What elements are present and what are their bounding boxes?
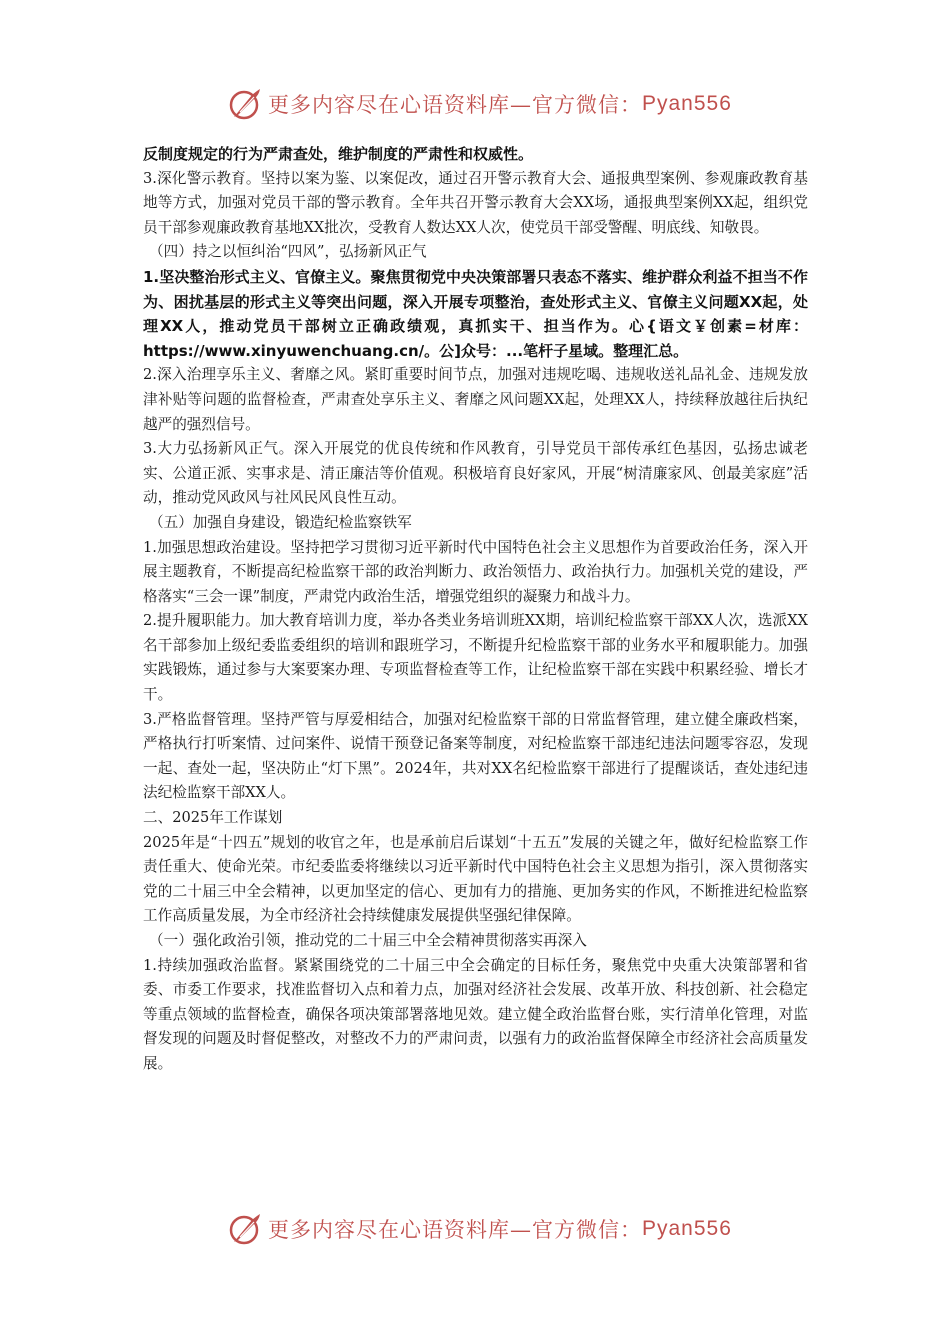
document-body — [143, 142, 808, 1077]
section-heading: （四）持之以恒纠治“四风”，弘扬新风正气 — [149, 243, 427, 261]
quill-circle-logo-icon — [228, 87, 262, 121]
paragraph: 1.加强思想政治建设。坚持把学习贯彻习近平新时代中国特色社会主义思想作为首要政治任务，深入开展主题教育，不断提高纪检监察干部的政治判断力、政治领悟力、政治执行力。加强机关党的建设，严格落实“三会一课”制度，严肃党内政治生活，增强党组织的凝聚力和战斗力。 — [143, 538, 808, 605]
paragraph: 2025年是“十四五”规划的收官之年，也是承前启后谋划“十五五”发展的关键之年，做好纪检监察工作责任重大、使命光荣。市纪委监委将继续以习近平新时代中国特色社会主义思想为指引，深入贯彻落实党的二十届三中全会精神，以更加坚定的信心、更加有力的措施、更加务实的作风，不断推进纪检监察工作高质量发展，为全市经济社会持续健康发展提供坚强纪律保障。 — [143, 833, 808, 925]
paragraph: 1.坚决整治形式主义、官僚主义。聚焦贯彻党中央决策部署只表态不落实、维护群众利益不担当不作为、困扰基层的形式主义等突出问题，深入开展专项整治，查处形式主义、官僚主义问题XX起，处理XX人，推动党员干部树立正确政绩观，真抓实干、担当作为。心{语文￥创素=材库：https://www.xinyuwenchuang.cn/。公]众号：...笔杆子星域。整理汇总。 — [143, 267, 808, 360]
section-heading: （一）强化政治引领，推动党的二十届三中全会精神贯彻落实再深入 — [149, 932, 587, 949]
paragraph: 2.深入治理享乐主义、奢靡之风。紧盯重要时间节点，加强对违规吃喝、违规收送礼品礼金、违规发放津补贴等问题的监督检查，严肃查处享乐主义、奢靡之风问题XX起，处理XX人，持续释放越往后执纪越严的强烈信号。 — [143, 366, 808, 433]
banner-wechat-id: Pyan556 — [642, 92, 732, 115]
banner-wechat-id: Pyan556 — [642, 1217, 732, 1240]
paragraph: 反制度规定的行为严肃查处，维护制度的严肃性和权威性。 — [143, 145, 534, 163]
chapter-heading: 二、2025年工作谋划 — [143, 809, 283, 827]
quill-circle-logo-icon — [228, 1212, 262, 1246]
paragraph: 2.提升履职能力。加大教育培训力度，举办各类业务培训班XX期，培训纪检监察干部XX人次，选派XX名干部参加上级纪委监委组织的培训和跟班学习，不断提升纪检监察干部的业务水平和履职能力。加强实践锻炼，通过参与大案要案办理、专项监督检查等工作，让纪检监察干部在实践中积累经验、增长才干。 — [143, 612, 808, 704]
section-heading: （五）加强自身建设，锻造纪检监察铁军 — [149, 513, 412, 531]
header-banner — [228, 86, 748, 122]
footer-banner — [228, 1211, 748, 1247]
paragraph: 1.持续加强政治监督。紧紧围绕党的二十届三中全会确定的目标任务，聚焦党中央重大决策部署和省委、市委工作要求，找准监督切入点和着力点，加强对经济社会发展、改革开放、科技创新、社会稳定等重点领域的监督检查，确保各项决策部署落地见效。建立健全政治监督台账，实行清单化管理，对监督发现的问题及时督促整改，对整改不力的严肃问责，以强有力的政治监督保障全市经济社会高质量发展。 — [143, 956, 808, 1072]
banner-text: 更多内容尽在心语资料库—官方微信： — [268, 93, 642, 117]
banner-text: 更多内容尽在心语资料库—官方微信： — [268, 1218, 642, 1242]
paragraph: 3.大力弘扬新风正气。深入开展党的优良传统和作风教育，引导党员干部传承红色基因，弘扬忠诚老实、公道正派、实事求是、清正廉洁等价值观。积极培育良好家风，开展“树清廉家风、创最美家庭”活动，推动党风政风与社风民风良性互动。 — [143, 440, 808, 507]
paragraph: 3.深化警示教育。坚持以案为鉴、以案促改，通过召开警示教育大会、通报典型案例、参观廉政教育基地等方式，加强对党员干部的警示教育。全年共召开警示教育大会XX场，通报典型案例XX起，组织党员干部参观廉政教育基地XX批次，受教育人数达XX人次，使党员干部受警醒、明底线、知敬畏。 — [143, 169, 808, 236]
paragraph: 3.严格监督管理。坚持严管与厚爱相结合，加强对纪检监察干部的日常监督管理，建立健全廉政档案，严格执行打听案情、过问案件、说情干预登记备案等制度，对纪检监察干部违纪违法问题零容忍，发现一起、查处一起，坚决防止“灯下黑”。2024年，共对XX名纪检监察干部进行了提醒谈话，查处违纪违法纪检监察干部XX人。 — [143, 710, 808, 802]
